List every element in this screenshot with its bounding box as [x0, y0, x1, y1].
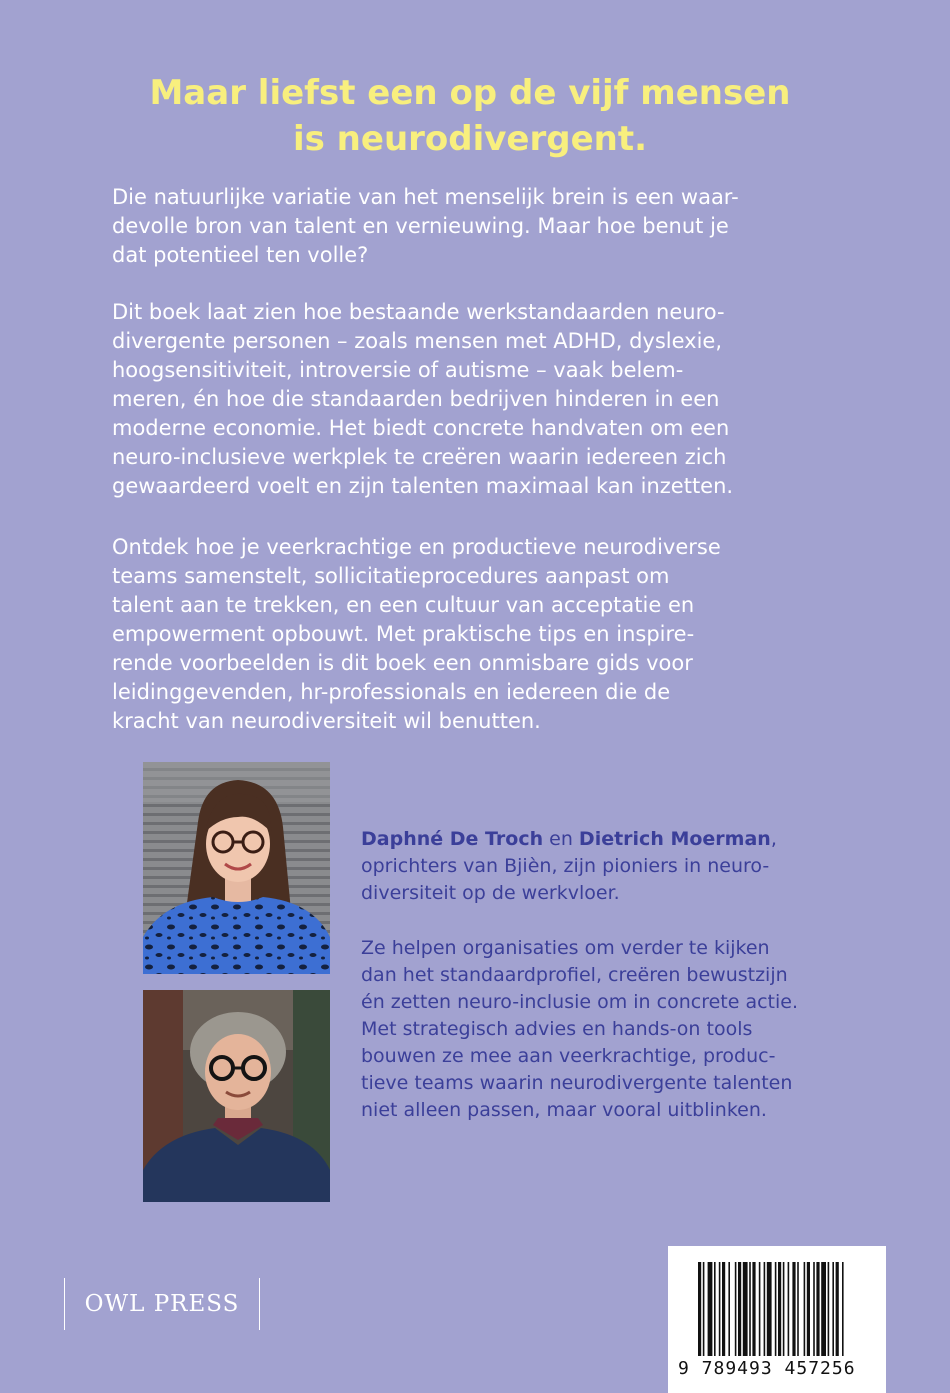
barcode-bar [797, 1262, 799, 1356]
headline-line-1: Maar liefst een op de vijf mensen [149, 73, 791, 113]
publisher-logo-text: OWL PRESS [84, 1291, 240, 1317]
text-line: devolle bron van talent en vernieuwing. Maar hoe benut je [112, 214, 729, 238]
text-line: meren, én hoe die standaarden bedrijven hinderen in een [112, 387, 720, 411]
barcode-bar [764, 1262, 766, 1356]
text-line: diversiteit op de werkvloer. [361, 882, 620, 904]
barcode-bar [719, 1262, 721, 1356]
text-line: bouwen ze mee aan veerkrachtige, produc- [361, 1045, 776, 1067]
author-photo-daphne [143, 762, 330, 974]
text-line: divergente personen – zoals mensen met ADHD, dyslexie, [112, 329, 723, 353]
barcode-bar [778, 1262, 781, 1356]
text-line: leidinggevenden, hr-professionals en iedereen die de [112, 680, 671, 704]
barcode-bar [792, 1262, 795, 1356]
author-name-2: Dietrich Moerman [578, 828, 771, 850]
barcode-bar [708, 1262, 713, 1356]
barcode-bar [821, 1262, 826, 1356]
text-line: Die natuurlijke variatie van het menselijk brein is een waar- [112, 185, 739, 209]
headline-line-2: is neurodivergent. [292, 119, 648, 159]
text-line: Dit boek laat zien hoe bestaande werkstandaarden neuro- [112, 300, 725, 324]
barcode-bar [807, 1262, 810, 1356]
text-line: teams samenstelt, sollicitatieprocedures aanpast om [112, 564, 670, 588]
author-names-line [361, 826, 881, 853]
barcode-bar [728, 1262, 730, 1356]
text-line: niet alleen passen, maar vooral uitblinken. [361, 1099, 767, 1121]
barcode-bar [832, 1262, 834, 1356]
blurb-paragraph-3 [112, 533, 812, 736]
text-line: gewaardeerd voelt en zijn talenten maximaal kan inzetten. [112, 474, 734, 498]
barcode-bar [836, 1262, 839, 1356]
barcode-bar [722, 1262, 725, 1356]
text-line: rende voorbeelden is dit boek een onmisbare gids voor [112, 651, 693, 675]
barcode-bar [842, 1262, 844, 1356]
barcode-bar [816, 1262, 819, 1356]
text-line: talent aan te trekken, en een cultuur van acceptatie en [112, 593, 695, 617]
barcode-bar [775, 1262, 777, 1356]
barcode-bar [788, 1262, 790, 1356]
blurb-paragraph-1 [112, 183, 812, 270]
barcode-bar [714, 1262, 716, 1356]
text-line: moderne economie. Het biedt concrete handvaten om een [112, 416, 730, 440]
text-line: dat potentieel ten volle? [112, 243, 369, 267]
barcode-bar [749, 1262, 751, 1356]
author-intro [361, 826, 881, 907]
barcode-bar [698, 1262, 701, 1356]
barcode-bar [783, 1262, 785, 1356]
text-line: empowerment opbouwt. Met praktische tips en inspire- [112, 622, 695, 646]
barcode-bar [752, 1262, 755, 1356]
headline [90, 70, 850, 162]
isbn-number: 9 789493 457256 [678, 1358, 856, 1379]
text-line: Ze helpen organisaties om verder te kijken [361, 937, 770, 959]
isbn-barcode [668, 1246, 886, 1393]
text-line: Ontdek hoe je veerkrachtige en productieve neurodiverse [112, 535, 721, 559]
text-line: dan het standaardprofiel, creëren bewustzijn [361, 964, 788, 986]
author-conjunction: en [543, 828, 579, 850]
author-bio [361, 935, 881, 1124]
publisher-logo [64, 1278, 260, 1330]
barcode-bar [743, 1262, 748, 1356]
text-line: tieve teams waarin neurodivergente talenten [361, 1072, 793, 1094]
blurb-paragraph-2 [112, 298, 812, 501]
barcode-bar [813, 1262, 815, 1356]
text-line: Met strategisch advies en hands-on tools [361, 1018, 753, 1040]
author-name-1: Daphné De Troch [361, 828, 544, 850]
author-photo-dietrich [143, 990, 330, 1202]
text-line: én zetten neuro-inclusie om in concrete actie. [361, 991, 798, 1013]
barcode-bar [828, 1262, 830, 1356]
barcode-bar [767, 1262, 772, 1356]
text-line: neuro-inclusieve werkplek te creëren waarin iedereen zich [112, 445, 727, 469]
text-line: kracht van neurodiversiteit wil benutten. [112, 709, 541, 733]
text-line: oprichters van Bjièn, zijn pioniers in neuro- [361, 855, 770, 877]
text-line: hoogsensitiviteit, introversie of autisme – vaak belem- [112, 358, 684, 382]
barcode-bar [804, 1262, 806, 1356]
barcode-bar [735, 1262, 737, 1356]
author-name-suffix: , [770, 828, 777, 850]
barcode-bar [703, 1262, 705, 1356]
barcode-bar [759, 1262, 761, 1356]
barcode-bar [738, 1262, 741, 1356]
